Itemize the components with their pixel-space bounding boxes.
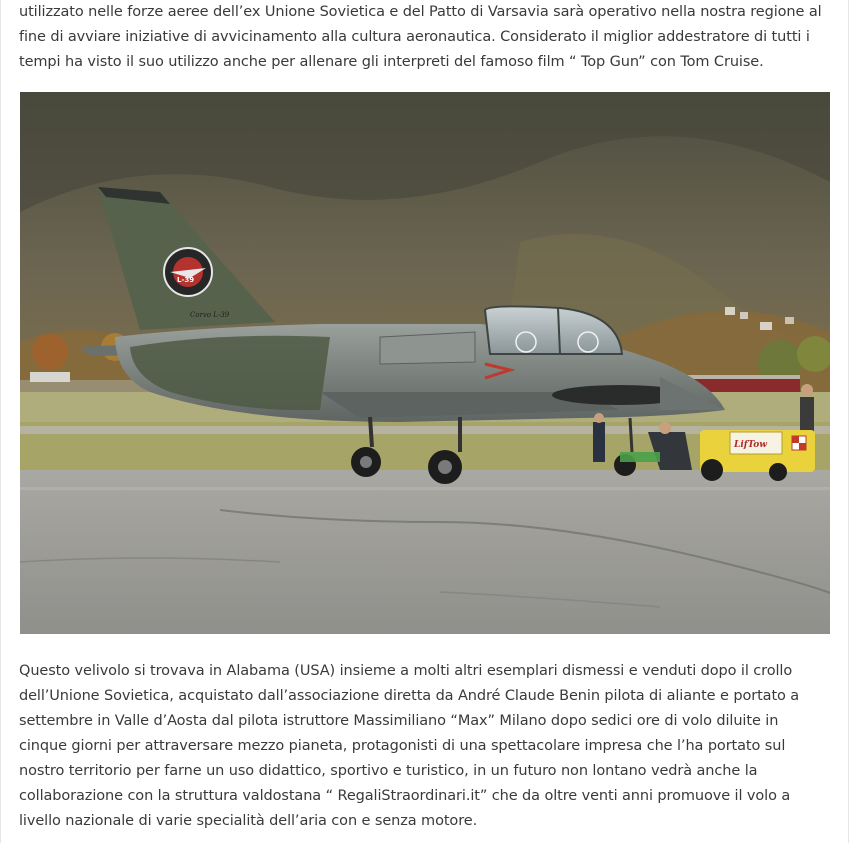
paragraph-line: dell’Unione Sovietica, acquistato dall’associazione diretta da André Claude Benin pilota di aliante e portato a xyxy=(19,688,800,704)
paragraph-line: fine di avviare iniziative di avvicinamento alla cultura aeronautica. Considerato il miglior addestratore di tutti i xyxy=(19,29,810,45)
tug-brand: LifTow xyxy=(734,440,768,450)
paragraph-line: collaborazione con la struttura valdostana “ RegaliStraordinari.it” che da oltre venti anni promuove il volo a xyxy=(19,788,791,804)
paragraph-line: settembre in Valle d’Aosta dal pilota istruttore Massimiliano “Max” Milano dopo sedici ore di volo diluite in xyxy=(19,713,779,729)
tail-small-text: Corvo L-39 xyxy=(190,311,230,319)
paragraph-body xyxy=(19,659,831,834)
tarmac xyxy=(20,470,830,634)
paragraph-line: cinque giorni per attraversare mezzo pianeta, protagonisti di una spettacolare impresa che l’ha portato sul xyxy=(19,738,786,754)
paragraph-intro xyxy=(19,0,831,75)
paragraph-line: livello nazionale di varie specialità dell’aria con e senza motore. xyxy=(19,813,478,829)
paragraph-line: Questo velivolo si trovava in Alabama (USA) insieme a molti altri esemplari dismessi e venduti dopo il crollo xyxy=(19,663,793,679)
paragraph-line: tempi ha visto il suo utilizzo anche per allenare gli interpreti del famoso film “ Top Gun” con Tom Cruise. xyxy=(19,54,764,70)
tail-emblem xyxy=(164,248,212,296)
frame-right-border xyxy=(848,0,849,843)
frame-left-border xyxy=(0,0,1,843)
paragraph-line: nostro territorio per farne un uso didattico, sportivo e turistico, in un futuro non lontano vedrà anche la xyxy=(19,763,758,779)
tail-emblem-number: L-39 xyxy=(177,276,195,284)
article-photo-l39-jet xyxy=(20,92,830,634)
paragraph-line: utilizzato nelle forze aeree dell’ex Unione Sovietica e del Patto di Varsavia sarà operativo nella nostra regione al xyxy=(19,4,822,20)
